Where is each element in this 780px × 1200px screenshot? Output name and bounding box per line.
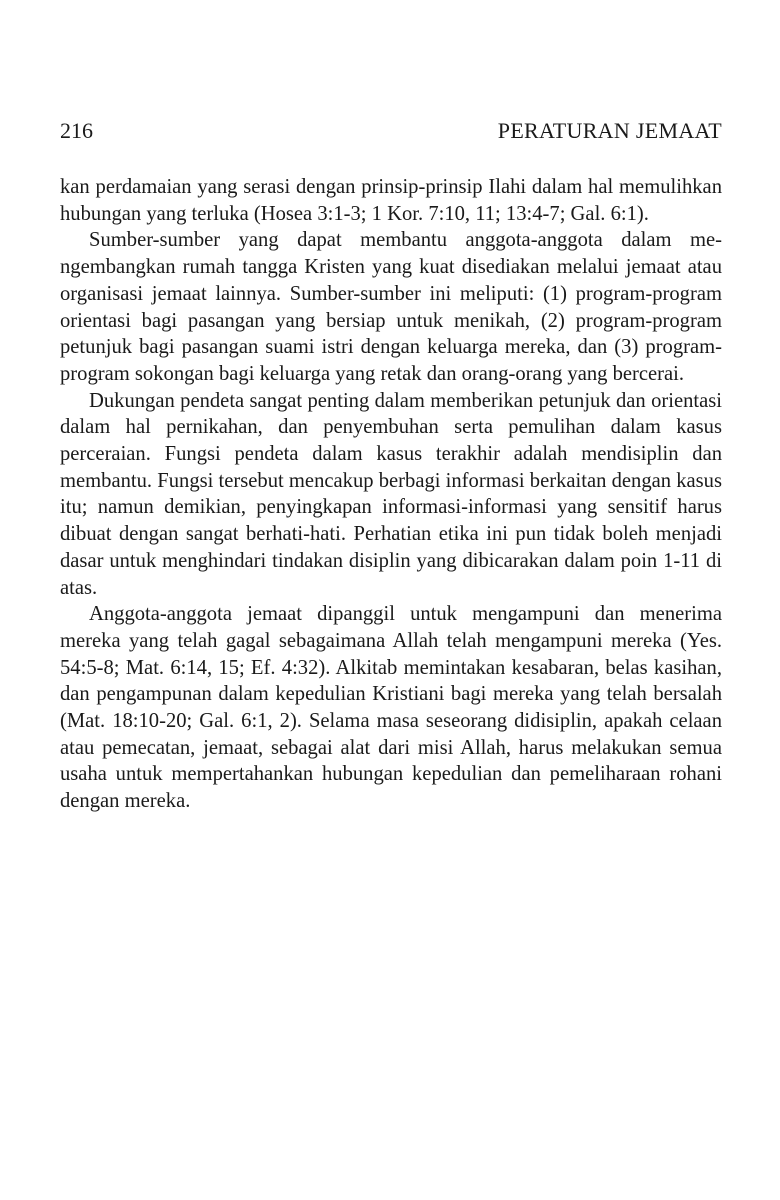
page-number: 216 xyxy=(60,118,93,143)
paragraph-forgiveness: Anggota-anggota jemaat dipanggil untuk mengampuni dan menerima mereka yang telah gagal sebagaimana Allah telah mengampuni mereka (Yes. 54:5-8; Mat. 6:14, 15; Ef. 4:32). Alkitab memintakan kesabaran, belas kasihan, dan pengampunan dalam kepedulian Kristiani bagi mereka yang telah bersalah (Mat. 18:10-20; Gal. 6:1, 2). Selama masa seseorang didisiplin, apakah celaan atau pemecatan, jemaat, sebagai alat dari misi Allah, harus melakukan semua usaha untuk mempertahankan hubungan kepedulian dan pemeliharaan rohani dengan mereka. xyxy=(60,603,722,813)
running-header xyxy=(60,116,722,146)
paragraph-continuation: kan perdamaian yang serasi dengan prinsip-prinsip Ilahi dalam hal memulihkan hubungan yang terluka (Hosea 3:1-3; 1 Kor. 7:10, 11; 13:4-7; Gal. 6:1). xyxy=(60,176,722,225)
paragraph-pastor-support: Dukungan pendeta sangat penting dalam memberikan petunjuk dan orientasi dalam hal pernikahan, dan penyembuhan serta pemulihan dalam kasus perceraian. Fungsi pendeta dalam kasus terakhir adalah mendisiplin dan membantu. Fungsi tersebut mencakup berbagi informasi berkaitan dengan kasus itu; namun demikian, penyingkapan informasi-informasi yang sensitif harus dibuat dengan sangat berhati-hati. Perhatian etika ini pun tidak boleh menjadi dasar untuk menghindari tindakan disiplin yang dibicarakan dalam poin 1-11 di atas. xyxy=(60,389,722,599)
body-text xyxy=(60,174,722,815)
paragraph-resources: Sumber-sumber yang dapat membantu anggota-anggota dalam mengembangkan rumah tangga Kristen yang kuat disediakan melalui jemaat atau organisasi jemaat lainnya. Sumber-sumber ini meliputi: (1) program-program orientasi bagi pasangan yang bersiap untuk menikah, (2) program-program petunjuk bagi pasangan suami istri dengan keluarga mereka, dan (3) program-program sokongan bagi keluarga yang retak dan orang-orang yang bercerai. xyxy=(60,229,722,385)
running-title: PERATURAN JEMAAT xyxy=(497,118,722,143)
